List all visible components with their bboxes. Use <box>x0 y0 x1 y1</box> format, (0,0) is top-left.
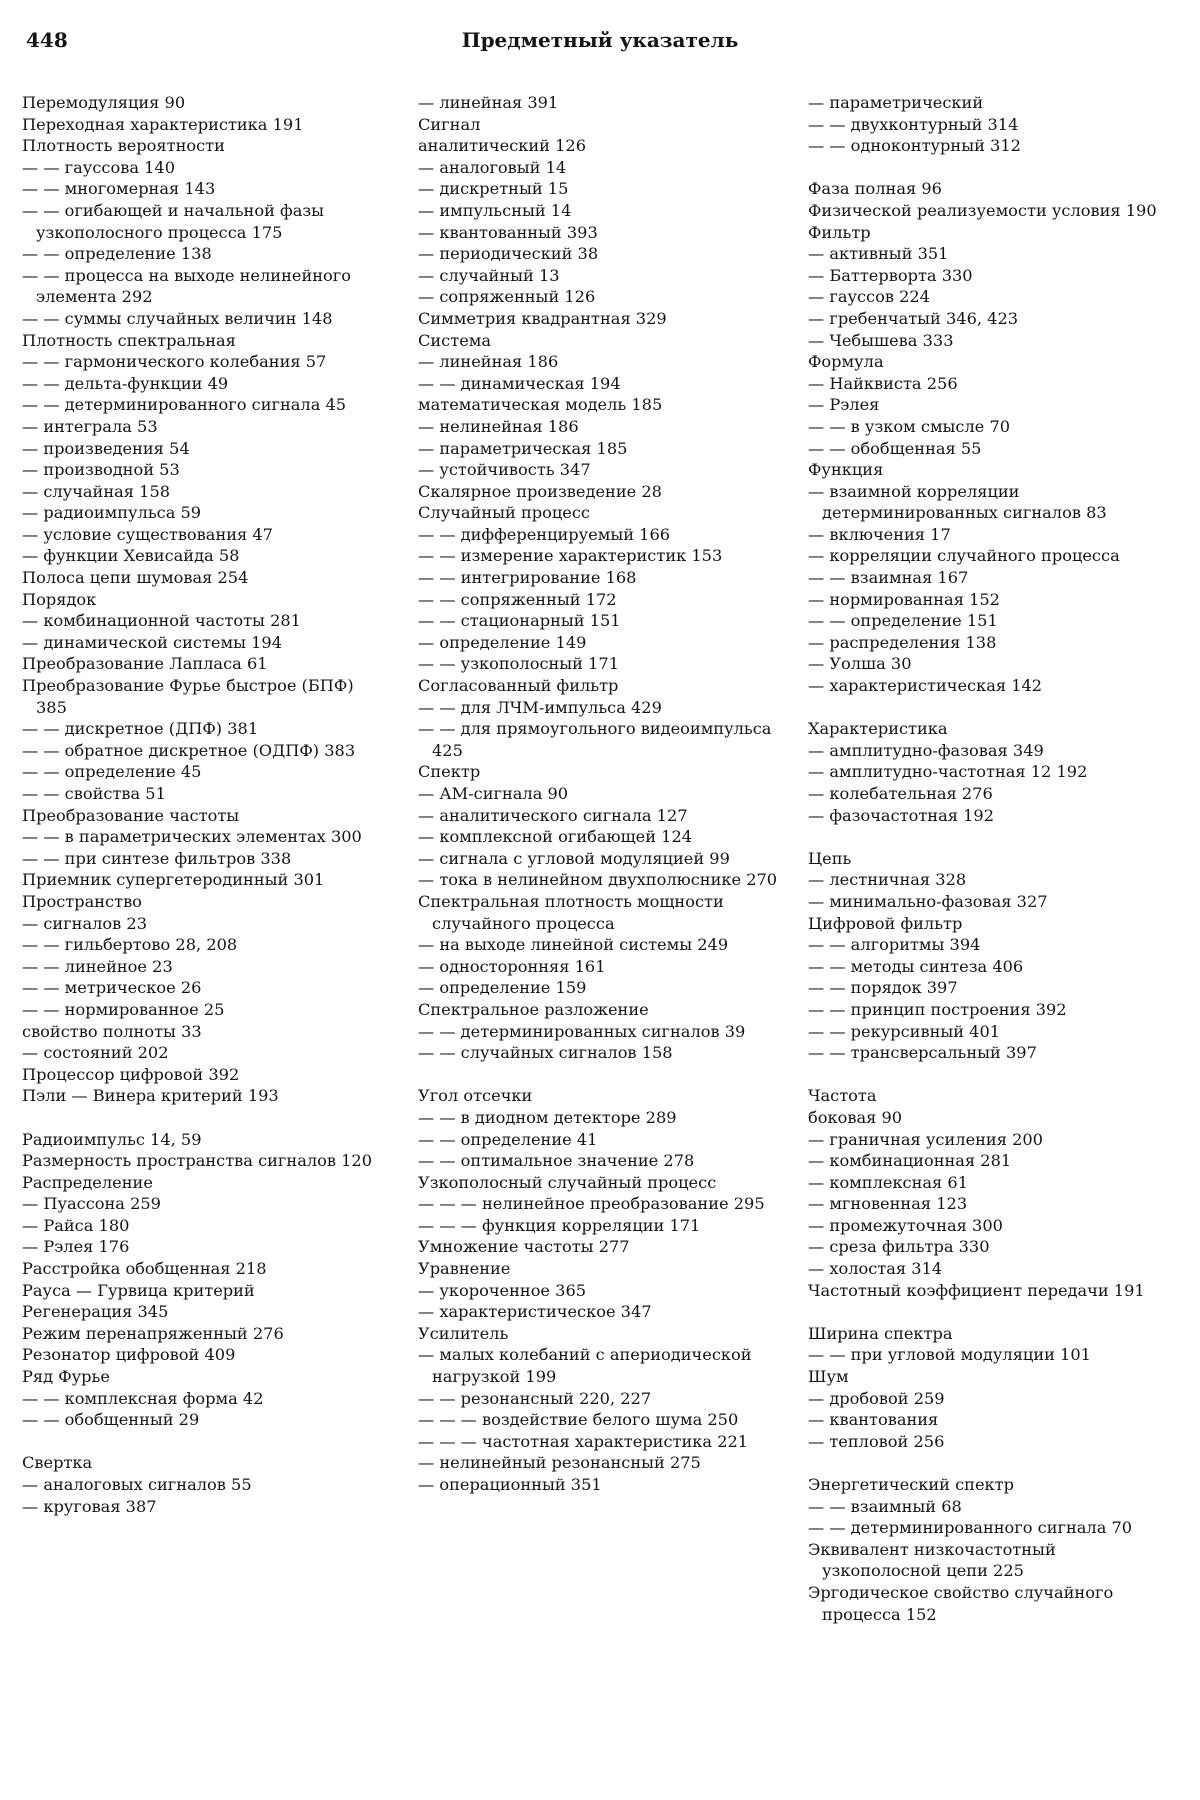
index-entry: — аналитического сигнала 127 <box>418 805 688 825</box>
index-entry: — — одноконтурный 312 <box>808 136 1021 156</box>
index-entry: — — линейное 23 <box>22 956 173 976</box>
index-entry: — — определение 41 <box>418 1129 598 1149</box>
index-entry: — — двухконтурный 314 <box>808 114 1019 134</box>
index-entry: — параметрическая 185 <box>418 438 628 458</box>
index-entry: — тепловой 256 <box>808 1431 945 1451</box>
index-entry: — — сопряженный 172 <box>418 589 617 609</box>
index-entry: — периодический 38 <box>418 244 599 264</box>
index-entry: — — — воздействие белого шума 250 <box>418 1410 739 1430</box>
index-entry: — дискретный 15 <box>418 179 569 199</box>
index-entry: — квантования <box>808 1410 939 1430</box>
index-entry: Порядок <box>22 589 97 609</box>
index-entry: — малых колебаний с апериодической нагрузкой 199 <box>418 1345 752 1387</box>
index-entry: Сигнал <box>418 114 481 134</box>
index-entry: — — детерминированных сигналов 39 <box>418 1021 746 1041</box>
index-entry: — произведения 54 <box>22 438 190 458</box>
index-entry: — — резонансный 220, 227 <box>418 1388 652 1408</box>
index-entry: — — принцип построения 392 <box>808 999 1067 1019</box>
index-entry: — определение 149 <box>418 632 587 652</box>
index-entry: — — определение 138 <box>22 244 212 264</box>
index-entry: — — — функция корреляции 171 <box>418 1215 701 1235</box>
index-entry: Пространство <box>22 891 142 911</box>
index-entry: — — узкополосный 171 <box>418 654 620 674</box>
index-entry: — укороченное 365 <box>418 1280 587 1300</box>
index-entry: — состояний 202 <box>22 1043 169 1063</box>
index-entry: — — — частотная характеристика 221 <box>418 1431 749 1451</box>
index-entry: — амплитудно-частотная 12 192 <box>808 762 1088 782</box>
index-entry: — — определение 45 <box>22 762 202 782</box>
index-entry: Распределение <box>22 1172 153 1192</box>
index-entry: — — алгоритмы 394 <box>808 935 981 955</box>
index-entry: — Найквиста 256 <box>808 373 958 393</box>
index-entry: — АМ-сигнала 90 <box>418 784 569 803</box>
index-entry: — — интегрирование 168 <box>418 568 637 588</box>
index-entry: — Райса 180 <box>22 1215 130 1235</box>
index-entry: Скалярное произведение 28 <box>418 481 662 501</box>
index-entry: — условие существования 47 <box>22 524 273 544</box>
index-column-2 <box>418 92 784 1496</box>
index-entry: свойство полноты 33 <box>22 1021 202 1041</box>
index-entry: — функции Хевисайда 58 <box>22 546 240 566</box>
index-entry: — лестничная 328 <box>808 870 967 890</box>
index-column-1 <box>22 92 388 1517</box>
index-entry: — — обобщенный 29 <box>22 1410 200 1430</box>
index-entry: Фаза полная 96 <box>808 179 942 199</box>
index-entry: — импульсный 14 <box>418 200 572 220</box>
index-entry: — — взаимная 167 <box>808 568 969 588</box>
index-entry: Эргодическое свойство случайного процесса 152 <box>808 1582 1114 1624</box>
index-entry: Случайный процесс <box>418 503 590 523</box>
index-entry: — производной 53 <box>22 460 180 480</box>
index-entry: — комплексной огибающей 124 <box>418 827 693 847</box>
index-entry: — — дифференцируемый 166 <box>418 524 671 544</box>
index-entry: Усилитель <box>418 1323 509 1343</box>
index-entry: — — определение 151 <box>808 611 998 631</box>
index-entry: — дробовой 259 <box>808 1388 945 1408</box>
index-entry: — интеграла 53 <box>22 416 158 436</box>
index-entry: — колебательная 276 <box>808 784 993 803</box>
index-entry: Пэли — Винера критерий 193 <box>22 1086 279 1106</box>
index-entry: — — порядок 397 <box>808 978 958 998</box>
index-entry: Расстройка обобщенная 218 <box>22 1259 267 1279</box>
index-entry: — активный 351 <box>808 244 949 264</box>
index-entry: Шум <box>808 1367 849 1387</box>
index-entry: — односторонняя 161 <box>418 956 606 976</box>
index-entry: Резонатор цифровой 409 <box>22 1345 236 1365</box>
index-entry: — квантованный 393 <box>418 222 598 242</box>
index-entry: — сопряженный 126 <box>418 287 596 307</box>
index-entry: Процессор цифровой 392 <box>22 1064 240 1084</box>
index-entry: — — обратное дискретное (ОДПФ) 383 <box>22 740 356 760</box>
index-entry: Умножение частоты 277 <box>418 1237 630 1257</box>
index-entry: — операционный 351 <box>418 1475 602 1494</box>
index-entry: Плотность вероятности <box>22 136 225 156</box>
index-entry: — фазочастотная 192 <box>808 805 994 825</box>
index-entry: Уравнение <box>418 1259 511 1279</box>
index-entry: Согласованный фильтр <box>418 676 619 696</box>
index-entry: — линейная 391 <box>418 93 559 112</box>
index-entry: — — при угловой модуляции 101 <box>808 1345 1091 1365</box>
index-entry: — — процесса на выходе нелинейного элемента 292 <box>22 265 351 307</box>
index-entry: Энергетический спектр <box>808 1475 1014 1494</box>
index-entry: боковая 90 <box>808 1107 903 1127</box>
index-entry: Частотный коэффициент передачи 191 <box>808 1280 1145 1300</box>
index-entry: Спектр <box>418 762 481 782</box>
index-entry: — Рэлея <box>808 395 880 415</box>
index-entry: — тока в нелинейном двухполюснике 270 <box>418 870 778 890</box>
index-entry: — параметрический <box>808 93 984 112</box>
index-entry: — — в параметрических элементах 300 <box>22 827 362 847</box>
index-entry: — — случайных сигналов 158 <box>418 1043 673 1063</box>
index-entry: — — в узком смысле 70 <box>808 416 1011 436</box>
index-entry: Свертка <box>22 1453 93 1473</box>
index-entry: математическая модель 185 <box>418 395 663 415</box>
index-entry: — нормированная 152 <box>808 589 1000 609</box>
index-entry: — аналоговых сигналов 55 <box>22 1475 252 1494</box>
index-entry: — — дельта-функции 49 <box>22 373 229 393</box>
index-entry: Режим перенапряженный 276 <box>22 1323 284 1343</box>
index-entry: Спектральное разложение <box>418 999 649 1019</box>
index-entry: — Пуассона 259 <box>22 1194 161 1214</box>
index-entry: — распределения 138 <box>808 632 997 652</box>
index-entry: — комплексная 61 <box>808 1172 969 1192</box>
index-entry: Характеристика <box>808 719 948 739</box>
index-entry: Преобразование Лапласа 61 <box>22 654 268 674</box>
index-entry: Функция <box>808 460 884 480</box>
index-entry: — — для ЛЧМ-импульса 429 <box>418 697 662 717</box>
index-entry: — — многомерная 143 <box>22 179 216 199</box>
index-entry: — среза фильтра 330 <box>808 1237 990 1257</box>
index-entry: — — трансверсальный 397 <box>808 1043 1037 1063</box>
index-entry: — Рэлея 176 <box>22 1237 130 1257</box>
page-number: 448 <box>26 28 68 52</box>
index-entry: Цифровой фильтр <box>808 913 963 933</box>
index-entry: — мгновенная 123 <box>808 1194 968 1214</box>
index-entry: Частота <box>808 1086 877 1106</box>
index-entry: — — стационарный 151 <box>418 611 621 631</box>
index-entry: — — гауссова 140 <box>22 157 176 177</box>
index-entry: Угол отсечки <box>418 1086 533 1106</box>
index-entry: Узкополосный случайный процесс <box>418 1172 717 1192</box>
index-entry: Формула <box>808 352 884 372</box>
index-entry: — — суммы случайных величин 148 <box>22 308 333 328</box>
index-entry: — Баттерворта 330 <box>808 265 973 285</box>
index-entry: — на выходе линейной системы 249 <box>418 935 729 955</box>
index-entry: — — рекурсивный 401 <box>808 1021 1001 1041</box>
index-entry: — — — нелинейное преобразование 295 <box>418 1194 765 1214</box>
index-entry: — — гильбертово 28, 208 <box>22 935 238 955</box>
index-entry: аналитический 126 <box>418 136 586 156</box>
index-entry: — — измерение характеристик 153 <box>418 546 723 566</box>
index-entry: — — для прямоугольного видеоимпульса 425 <box>418 719 772 760</box>
index-entry: Физической реализуемости условия 190 <box>808 200 1157 220</box>
index-entry: — — оптимальное значение 278 <box>418 1151 695 1171</box>
index-entry: — — динамическая 194 <box>418 373 621 393</box>
index-entry: — амплитудно-фазовая 349 <box>808 740 1044 760</box>
index-entry: — радиоимпульса 59 <box>22 503 202 523</box>
index-entry: — круговая 387 <box>22 1496 157 1516</box>
index-entry: Регенерация 345 <box>22 1302 169 1322</box>
index-entry: Преобразование частоты <box>22 805 240 825</box>
index-entry: Перемодуляция 90 <box>22 93 186 112</box>
index-entry: — случайная 158 <box>22 481 171 501</box>
index-entry: Полоса цепи шумовая 254 <box>22 568 249 588</box>
index-entry: — холостая 314 <box>808 1259 943 1279</box>
index-entry: — динамической системы 194 <box>22 632 283 652</box>
index-entry: — сигналов 23 <box>22 913 147 933</box>
index-entry: — Уолша 30 <box>808 654 912 674</box>
index-entry: — — обобщенная 55 <box>808 438 982 458</box>
index-entry: — — в диодном детекторе 289 <box>418 1107 677 1127</box>
index-entry: — — свойства 51 <box>22 784 166 803</box>
index-column-3 <box>808 92 1174 1625</box>
index-entry: Спектральная плотность мощности случайного процесса <box>418 891 724 933</box>
index-entry: Преобразование Фурье быстрое (БПФ) 385 <box>22 676 354 717</box>
index-entry: — — огибающей и начальной фазы узкополосного процесса 175 <box>22 200 325 242</box>
index-entry: Цепь <box>808 848 852 868</box>
index-entry: Фильтр <box>808 222 871 242</box>
index-entry: — — метрическое 26 <box>22 978 202 998</box>
index-entry: — Чебышева 333 <box>808 330 954 350</box>
index-entry: — промежуточная 300 <box>808 1215 1003 1235</box>
index-entry: Эквивалент низкочастотный узкополосной цепи 225 <box>808 1539 1056 1581</box>
index-entry: — комбинационной частоты 281 <box>22 611 301 631</box>
index-entry: — нелинейная 186 <box>418 416 579 436</box>
index-entry: Рауса — Гурвица критерий <box>22 1280 255 1300</box>
index-entry: — включения 17 <box>808 524 951 544</box>
index-entry: — — детерминированного сигнала 45 <box>22 395 347 415</box>
index-entry: — гребенчатый 346, 423 <box>808 308 1019 328</box>
index-entry: Плотность спектральная <box>22 330 236 350</box>
index-entry: — аналоговый 14 <box>418 157 567 177</box>
index-entry: — устойчивость 347 <box>418 460 591 480</box>
running-head: Предметный указатель <box>461 28 739 52</box>
index-entry: Радиоимпульс 14, 59 <box>22 1129 202 1149</box>
index-entry: Размерность пространства сигналов 120 <box>22 1151 373 1171</box>
index-entry: — линейная 186 <box>418 352 559 372</box>
index-entry: — граничная усиления 200 <box>808 1129 1043 1149</box>
index-entry: — — дискретное (ДПФ) 381 <box>22 719 259 739</box>
index-entry: Симметрия квадрантная 329 <box>418 308 667 328</box>
index-entry: Переходная характеристика 191 <box>22 114 304 134</box>
index-entry: — гауссов 224 <box>808 287 931 307</box>
index-entry: — — детерминированного сигнала 70 <box>808 1518 1133 1538</box>
index-entry: — взаимной корреляции детерминированных сигналов 83 <box>808 481 1107 523</box>
index-entry: — нелинейный резонансный 275 <box>418 1453 701 1473</box>
index-entry: — сигнала с угловой модуляцией 99 <box>418 848 730 868</box>
index-entry: — — гармонического колебания 57 <box>22 352 327 372</box>
index-entry: — характеристическое 347 <box>418 1302 652 1322</box>
index-entry: — — нормированное 25 <box>22 999 225 1019</box>
index-entry: — корреляции случайного процесса <box>808 546 1120 566</box>
index-entry: — — методы синтеза 406 <box>808 956 1024 976</box>
index-entry: Ширина спектра <box>808 1323 953 1343</box>
index-entry: — — взаимный 68 <box>808 1496 962 1516</box>
index-entry: Ряд Фурье <box>22 1367 110 1387</box>
index-entry: — — при синтезе фильтров 338 <box>22 848 292 868</box>
index-entry: Приемник супергетеродинный 301 <box>22 870 325 890</box>
index-entry: — комбинационная 281 <box>808 1151 1012 1171</box>
index-entry: Система <box>418 330 492 350</box>
index-entry: — случайный 13 <box>418 265 560 285</box>
index-entry: — характеристическая 142 <box>808 676 1043 696</box>
index-entry: — минимально-фазовая 327 <box>808 891 1048 911</box>
index-entry: — — комплексная форма 42 <box>22 1388 264 1408</box>
index-entry: — определение 159 <box>418 978 587 998</box>
